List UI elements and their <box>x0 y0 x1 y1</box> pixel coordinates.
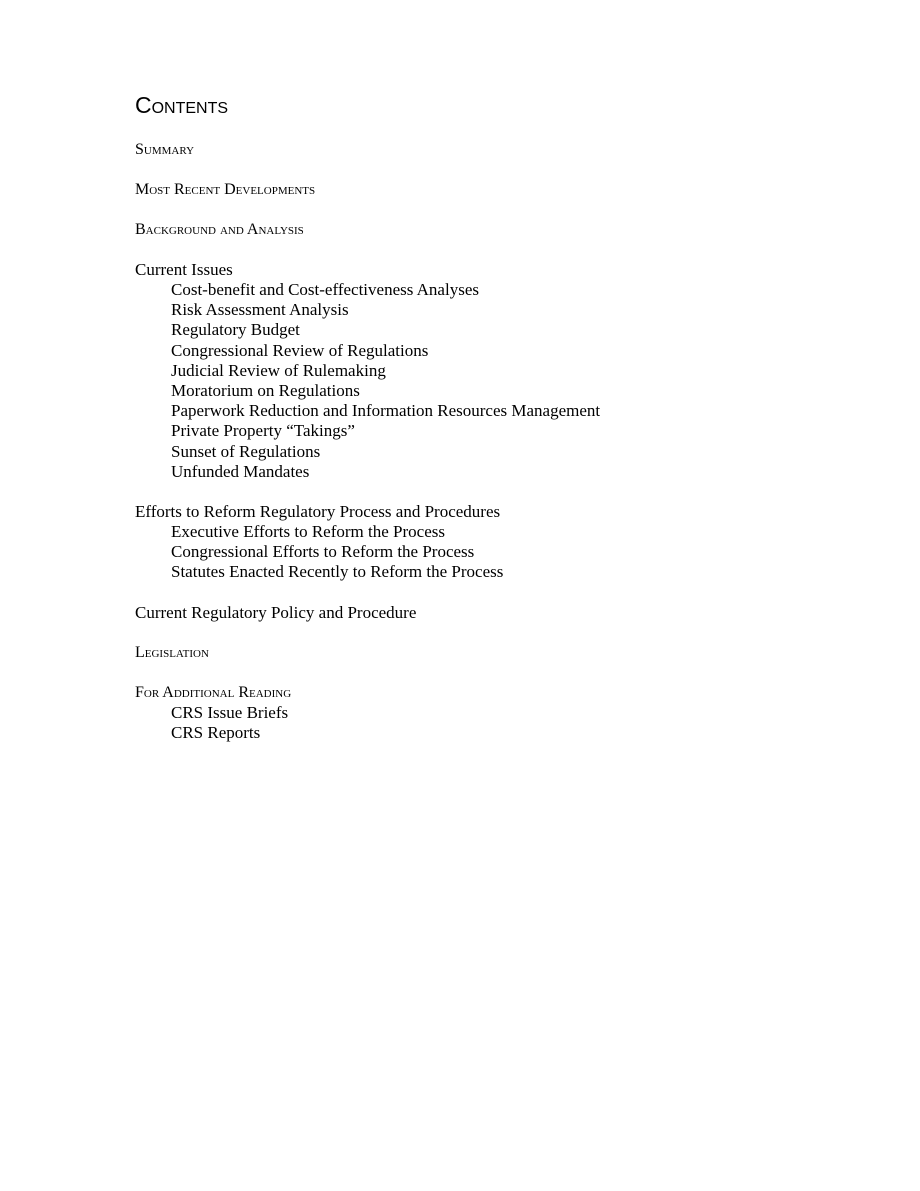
current-issues-list <box>135 280 835 482</box>
toc-entry-summary[interactable]: Summary <box>135 141 195 158</box>
toc-subentry[interactable]: Regulatory Budget <box>171 320 300 340</box>
toc-entry-additional-reading[interactable]: For Additional Reading <box>135 683 292 701</box>
table-of-contents <box>135 90 835 763</box>
toc-subentry[interactable]: Sunset of Regulations <box>171 441 321 461</box>
toc-subentry[interactable]: Congressional Efforts to Reform the Process <box>171 542 475 562</box>
toc-section-most-recent-developments <box>135 180 835 200</box>
toc-section-current-issues <box>135 260 835 482</box>
toc-subentry[interactable]: Moratorium on Regulations <box>171 381 360 401</box>
toc-section-additional-reading <box>135 683 835 743</box>
toc-entry-most-recent-developments[interactable]: Most Recent Developments <box>135 181 316 198</box>
contents-title: Contents <box>135 92 229 118</box>
toc-subentry[interactable]: CRS Issue Briefs <box>171 702 289 722</box>
toc-section-legislation <box>135 643 835 663</box>
toc-section-background-and-analysis <box>135 220 835 240</box>
toc-subentry[interactable]: Unfunded Mandates <box>171 461 310 481</box>
toc-subentry[interactable]: Private Property “Takings” <box>171 421 355 441</box>
toc-subentry[interactable]: Cost-benefit and Cost-effectiveness Analyses <box>171 280 479 299</box>
toc-entry-current-issues[interactable]: Current Issues <box>135 260 233 279</box>
toc-section-current-policy <box>135 603 835 623</box>
additional-reading-list <box>135 703 835 743</box>
toc-entry-efforts-to-reform[interactable]: Efforts to Reform Regulatory Process and Procedures <box>135 502 501 522</box>
toc-subentry[interactable]: Congressional Review of Regulations <box>171 340 429 360</box>
toc-subentry[interactable]: Risk Assessment Analysis <box>171 300 349 320</box>
efforts-to-reform-list <box>135 522 835 583</box>
toc-section-summary <box>135 140 835 160</box>
toc-subentry[interactable]: CRS Reports <box>171 722 261 742</box>
toc-subentry[interactable]: Paperwork Reduction and Information Resources Management <box>171 401 601 421</box>
toc-subentry[interactable]: Statutes Enacted Recently to Reform the Process <box>171 562 504 582</box>
toc-subentry[interactable]: Judicial Review of Rulemaking <box>171 360 386 380</box>
toc-entry-legislation[interactable]: Legislation <box>135 643 209 661</box>
toc-subentry[interactable]: Executive Efforts to Reform the Process <box>171 522 445 542</box>
toc-entry-background-and-analysis[interactable]: Background and Analysis <box>135 221 304 238</box>
toc-entry-current-policy[interactable]: Current Regulatory Policy and Procedure <box>135 602 417 622</box>
toc-section-efforts-to-reform <box>135 502 835 583</box>
